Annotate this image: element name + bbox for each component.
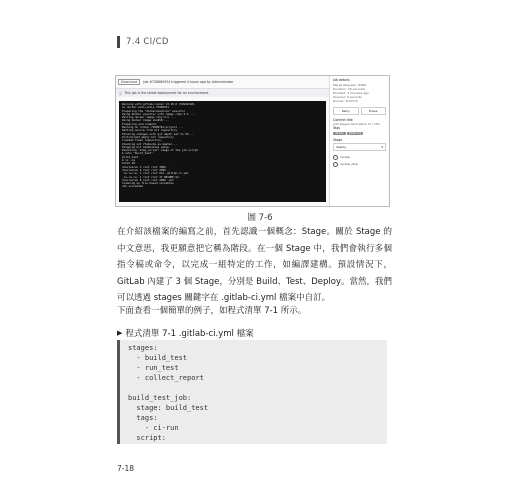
job-sidebar [329, 76, 389, 206]
terminal-line: Running with gitlab-runner 13.10.0 (54944146) [122, 102, 195, 106]
terminal-line: Getting source from Git repository [122, 128, 178, 133]
terminal-line: drwxrwxrwx 3 root root 4096 . [122, 164, 169, 169]
code-line: stages: [128, 344, 158, 352]
sidebar-detail-line: Queued: 0 seconds [333, 95, 362, 100]
sidebar-detail-line: Runner: #12270 [333, 99, 358, 104]
notice-text: This job is the latest deployment for an environment. [124, 91, 210, 95]
figure-caption: 圖 7-6 [247, 213, 273, 223]
environment-notice [116, 89, 331, 97]
section-header [117, 36, 169, 48]
terminal-line: Using docker image sha256:... [122, 118, 169, 123]
body-paragraph-example: 下面查看一個簡單的例子，如程式清單 7-1 所示。 [117, 306, 307, 316]
code-line: stage: build_test [128, 404, 209, 412]
terminal-line: Executing "step_script" stage of the job script [122, 148, 199, 153]
erase-button: Erase [361, 107, 387, 115]
stage-label: Stage [333, 137, 343, 142]
chevron-down-icon: ▾ [381, 145, 383, 150]
gitlab-job-screenshot [115, 75, 390, 207]
download-button: Download [118, 79, 140, 85]
sidebar-detail-line: Merge Request: !4896 [333, 82, 367, 87]
code-listing [117, 340, 387, 444]
terminal-line: Using Docker executor with image ruby:2.5 ... [122, 111, 195, 116]
listing-title-text: 程式清單 7-1 .gitlab-ci.yml 檔案 [125, 329, 254, 339]
code-line: - build_test [128, 354, 188, 362]
terminal-line: drwxrwxrwx 4 root root 4096 .. [122, 167, 171, 172]
stage-job-label: review [340, 155, 350, 160]
terminal-line: Preparing the "docker+machine" executor [122, 108, 186, 113]
terminal-line: Initialized empty Git repository [122, 134, 174, 139]
retry-button: Retry [333, 107, 359, 115]
terminal-line: Created fresh repository. [122, 138, 163, 143]
tags-label: Tags [333, 126, 341, 131]
sidebar-buttons [333, 107, 386, 115]
code-line: script: [128, 434, 166, 442]
stage-job-item [333, 161, 386, 168]
terminal-line: drwxrwxrwx 8 root root 4096 .git [122, 177, 174, 182]
terminal-line: -rw-rw-rw- 1 root root 37 README.md [122, 174, 179, 179]
terminal-line: on docker-auto-scale 72989761 [122, 105, 169, 110]
info-icon: ⓘ [119, 91, 123, 96]
page-number: 7-18 [117, 464, 135, 473]
job-header-bar [116, 76, 330, 89]
tag-badge: gitlab-org [348, 131, 362, 135]
job-summary-text: Job #728660934 triggered 4 hours ago by Administrator [143, 80, 234, 84]
terminal-line: -rw-rw-rw- 1 root root 612 .gitlab-ci.yml [122, 171, 189, 176]
commit-title: add stages description to ci file [333, 122, 381, 127]
listing-title [117, 327, 254, 339]
code-line [128, 383, 379, 393]
terminal-line: $ echo "build_test" [122, 151, 153, 156]
terminal-line: Skipping Git submodules setup [122, 144, 169, 149]
section-title: 7.4 CI/CD [126, 37, 169, 47]
code-line: - run_test [128, 364, 179, 372]
stage-select [333, 143, 386, 151]
stage-job-item [333, 154, 386, 161]
tag-badge: docker [335, 131, 344, 135]
job-log-terminal [119, 101, 326, 202]
sidebar-detail-line: Job details [333, 78, 350, 82]
terminal-line: Fetching changes with git depth set to 50... [122, 131, 194, 136]
terminal-line: total 28 [122, 161, 135, 166]
terminal-line: Checking out 7fa1bc2e as master... [122, 141, 178, 146]
body-paragraph-stage: 在介紹該檔案的編寫之前，首先認識一個概念：Stage。關於 Stage 的中文意思，我更願意把它稱為階段。在一個 Stage 中，我們會執行多個指令稿或命令，以完成一組特定的工作，如編譯建構。預設情況下，GitLab 內建了 3 個 Stage，分別是 Build、Test、Deploy。當然，我們可以透過 stages 關鍵字在 .gitlab-ci.yml 檔案中自訂。 [117, 227, 392, 304]
tags-list [333, 132, 386, 135]
terminal-line: Preparing environment [122, 121, 156, 126]
section-bar [117, 36, 120, 48]
terminal-line [122, 195, 323, 198]
sidebar-detail-line: Finished: 3 minutes ago [333, 90, 369, 95]
terminal-line: build_test [122, 154, 139, 159]
sidebar-detail-line: Duration: 25 seconds [333, 86, 366, 91]
terminal-line: Job succeeded [122, 184, 144, 189]
terminal-line: $ ls -la [122, 158, 135, 163]
triangle-marker-icon: ▶ [117, 329, 123, 337]
commit-label: Commit title [333, 117, 353, 122]
terminal-line: Pulling docker image ruby:2.5 ... [122, 115, 176, 120]
stage-value: deploy [336, 145, 347, 150]
terminal-line: Cleaning up file based variables [122, 181, 174, 186]
terminal-line: Running on runner-72989761-project ... [122, 125, 184, 130]
code-line: - ci-run [128, 424, 179, 432]
stage-job-label: review_stop [340, 162, 358, 167]
code-line: - collect_report [128, 374, 204, 382]
code-line: tags: [128, 414, 158, 422]
status-icon [333, 162, 338, 167]
status-icon [333, 155, 338, 160]
code-line: build_test_job: [128, 394, 192, 402]
